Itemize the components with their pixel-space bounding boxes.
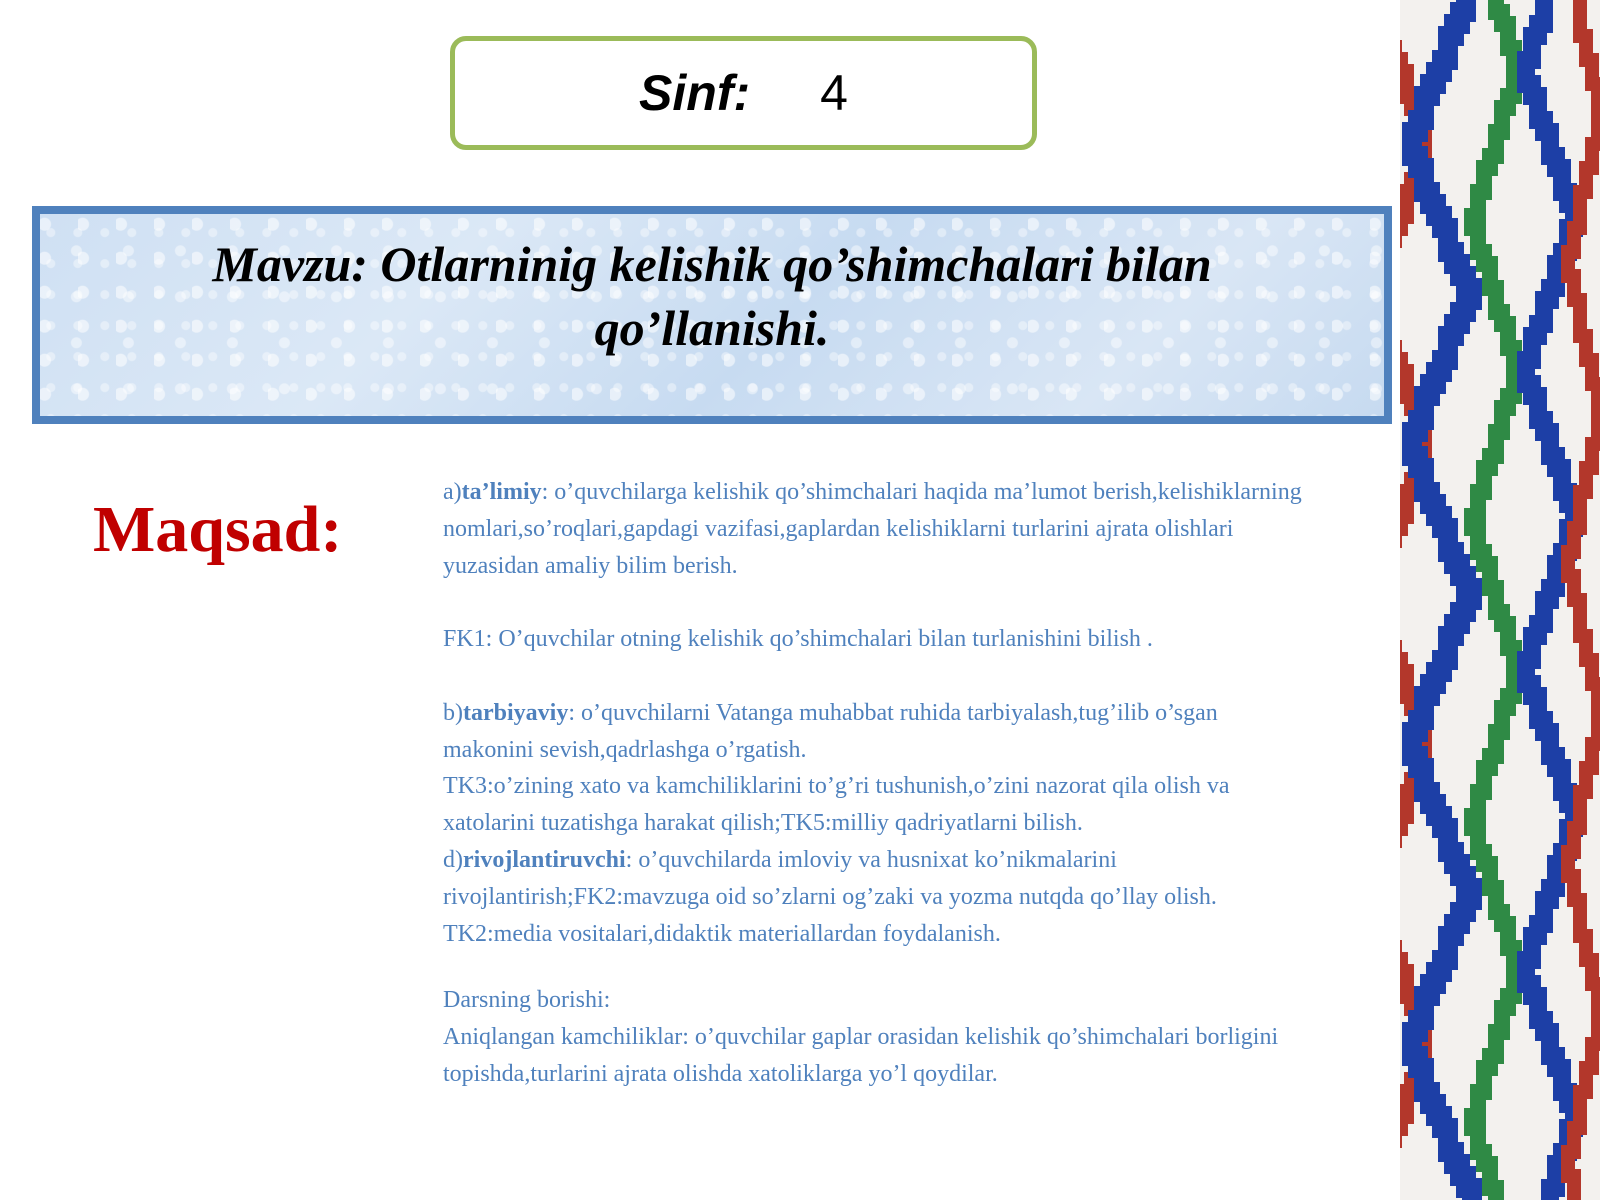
goal-body (443, 474, 1303, 1093)
grade-value: 4 (820, 65, 848, 121)
educational-label: ta’limiy (461, 479, 542, 505)
educational-prefix: a) (443, 479, 462, 505)
upbringing-text: : o’quvchilarni Vatanga muhabbat ruhida tarbiyalash,tug’ilib o’sgan makonini sevish,qadrlashga o’rgatish. (443, 699, 1218, 763)
spacer (443, 658, 1303, 695)
topic-title-line-2: qo’llanishi. (594, 300, 830, 356)
spacer (443, 952, 1303, 982)
educational-text: : o’quvchilarga kelishik qo’shimchalari haqida ma’lumot berish,kelishiklarning nomlari,so’roqlari,gapdagi vazifasi,gaplardan kelishiklarni turlarini ajrata olishlari yuzasidan amaliy bilim berish. (443, 479, 1302, 579)
grade-label: Sinf: (639, 65, 751, 121)
ikat-stripe (1526, 0, 1574, 1200)
developmental-goal (443, 842, 1303, 952)
goal-heading: Maqsad: (93, 493, 343, 566)
ikat-stripe (1412, 0, 1472, 1200)
grade-box (450, 36, 1037, 150)
developmental-label: rivojlantiruvchi (463, 846, 626, 873)
topic-title-line-1: Mavzu: Otlarninig kelishik qo’shimchalari bilan (212, 236, 1212, 292)
educational-goal (443, 474, 1303, 584)
upbringing-prefix: b) (443, 699, 463, 726)
topic-banner (32, 206, 1392, 424)
spacer (443, 584, 1303, 621)
upbringing-goal (443, 695, 1303, 769)
identified-shortcomings: Aniqlangan kamchiliklar: o’quvchilar gaplar orasidan kelishik qo’shimchalari borligini topishda,turlarini ajrata olishda xatoliklarga yo’l qoydilar. (443, 1024, 1279, 1087)
topic-title (40, 232, 1384, 360)
lesson-progress-heading: Darsning borishi: (443, 987, 611, 1014)
ikat-pattern-border (1400, 0, 1600, 1200)
tk3-line: TK3:o’zining xato va kamchiliklarini to’g’ri tushunish,o’zini nazorat qila olish va xatolarini tuzatishga harakat qilish;TK5:milliy qadriyatlarni bilish. (443, 773, 1230, 837)
developmental-text: : o’quvchilarda imloviy va husnixat ko’nikmalarini rivojlantirish;FK2:mavzuga oid so’zlarni og’zaki va yozma nutqda qo’llay olish. TK2:media vositalari,didaktik materiallardan foydalanish. (443, 846, 1217, 947)
developmental-prefix: d) (443, 846, 463, 873)
ikat-pattern-graphic (1400, 0, 1600, 1200)
fk1-line: FK1: O’quvchilar otning kelishik qo’shimchalari bilan turlanishini bilish . (443, 626, 1153, 653)
ikat-stripe (1568, 0, 1600, 1200)
upbringing-label: tarbiyaviy (463, 699, 569, 726)
